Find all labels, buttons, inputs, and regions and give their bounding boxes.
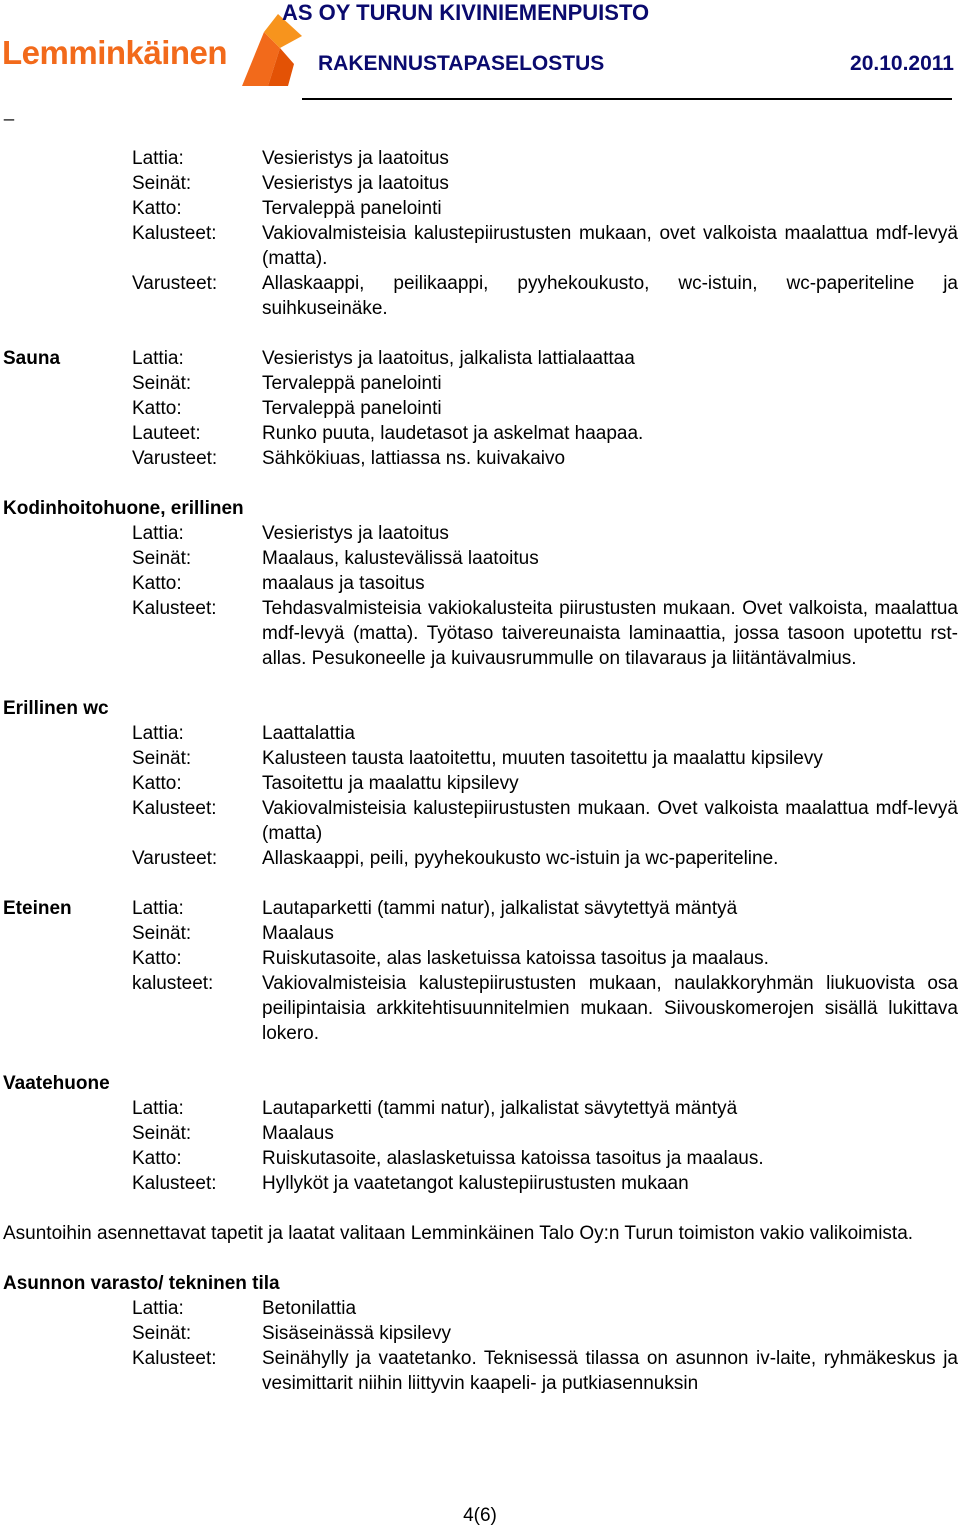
spec-label: Katto: <box>132 773 182 794</box>
section-sauna <box>0 346 960 471</box>
header-divider <box>302 98 952 100</box>
spacer <box>0 871 960 896</box>
spec-value: Tasoitettu ja maalattu kipsilevy <box>262 773 519 794</box>
spec-label: Lattia: <box>132 523 184 544</box>
spec-value: Kalusteen tausta laatoitettu, muuten tasoitettu ja maalattu kipsilevy <box>262 748 823 769</box>
wallpaper-tile-note: Asuntoihin asennettavat tapetit ja laatat valitaan Lemminkäinen Talo Oy:n Turun toimiston vakio valikoimista. <box>3 1223 914 1244</box>
page-header <box>0 0 960 121</box>
spec-label: kalusteet: <box>132 973 214 994</box>
spec-value: Ruiskutasoite, alaslasketuissa katoissa tasoitus ja maalaus. <box>262 1148 764 1169</box>
spec-label: Kalusteet: <box>132 598 217 619</box>
section-bathroom <box>0 146 960 321</box>
spec-row <box>0 271 960 321</box>
spec-value: Ruiskutasoite, alas lasketuissa katoissa tasoitus ja maalaus. <box>262 948 769 969</box>
spec-row <box>0 371 960 396</box>
section-utility-room <box>0 496 960 671</box>
spacer <box>0 1246 960 1271</box>
section-storage <box>0 1271 960 1396</box>
section-title: Eteinen <box>3 898 72 919</box>
spec-value: Maalaus, kalustevälissä laatoitus <box>262 548 539 569</box>
section-walk-in-closet <box>0 1071 960 1196</box>
spacer <box>0 671 960 696</box>
spacer <box>0 1196 960 1221</box>
spec-value: Allaskaappi, peili, pyyhekoukusto wc-istuin ja wc-paperiteline. <box>262 848 779 869</box>
spec-value: Sähkökiuas, lattiassa ns. kuivakaivo <box>262 448 566 469</box>
spec-value: Runko puuta, laudetasot ja askelmat haapaa. <box>262 423 644 444</box>
spec-row <box>0 221 960 271</box>
spec-row <box>0 1096 960 1121</box>
spec-row <box>0 171 960 196</box>
spec-row <box>0 896 960 921</box>
section-title: Kodinhoitohuone, erillinen <box>3 498 244 519</box>
spec-value: Tervaleppä panelointi <box>262 198 442 219</box>
spec-row <box>0 1121 960 1146</box>
document-title: RAKENNUSTAPASELOSTUS <box>318 52 605 75</box>
spec-label: Seinät: <box>132 548 192 569</box>
spec-row <box>0 146 960 171</box>
spec-label: Lattia: <box>132 898 184 919</box>
spec-value: Maalaus <box>262 923 334 944</box>
spec-label: Lattia: <box>132 348 184 369</box>
spec-label: Seinät: <box>132 1123 192 1144</box>
spec-label: Varusteet: <box>132 848 218 869</box>
spec-label: Varusteet: <box>132 273 218 294</box>
spec-value: Allaskaappi, peilikaappi, pyyhekoukusto, wc-istuin, wc-paperiteline ja suihkuseinäke. <box>262 273 958 319</box>
spec-value: Vesieristys ja laatoitus <box>262 523 449 544</box>
project-title: AS OY TURUN KIVINIEMENPUISTO <box>282 0 650 25</box>
spec-value: Seinähylly ja vaatetanko. Teknisessä tilassa on asunnon iv-laite, ryhmäkeskus ja vesimittarit niihin liittyvin kaapeli- ja putkiasennuksin <box>262 1348 958 1394</box>
document-body <box>0 146 960 1396</box>
spec-label: Katto: <box>132 198 182 219</box>
spec-row <box>0 1321 960 1346</box>
spec-label: Kalusteet: <box>132 223 217 244</box>
spec-label: Lattia: <box>132 1098 184 1119</box>
section-title: Asunnon varasto/ tekninen tila <box>3 1273 280 1294</box>
spec-row <box>0 946 960 971</box>
spec-value: Betonilattia <box>262 1298 357 1319</box>
spec-value: Lautaparketti (tammi natur), jalkalistat sävytettyä mäntyä <box>262 1098 738 1119</box>
spec-value: Vakiovalmisteisia kalustepiirustusten mukaan. Ovet valkoista maalattua mdf-levyä (matta) <box>262 798 958 844</box>
spec-label: Katto: <box>132 1148 182 1169</box>
spec-row <box>0 346 960 371</box>
spec-value: Tervaleppä panelointi <box>262 398 442 419</box>
spec-label: Seinät: <box>132 173 192 194</box>
spec-row <box>0 746 960 771</box>
spacer <box>0 471 960 496</box>
spec-label: Varusteet: <box>132 448 218 469</box>
spec-value: Vakiovalmisteisia kalustepiirustusten mukaan, naulakkoryhmän liukuovista osa peilipintaisia arkkitehtisuunnitelmien mukaan. Siivouskomerojen sisällä lukittava lokero. <box>262 973 958 1044</box>
spec-row <box>0 1171 960 1196</box>
section-title: Sauna <box>3 348 61 369</box>
spec-label: Lattia: <box>132 148 184 169</box>
spec-label: Katto: <box>132 948 182 969</box>
spec-row <box>0 971 960 1046</box>
spec-value: Tervaleppä panelointi <box>262 373 442 394</box>
spec-label: Seinät: <box>132 373 192 394</box>
spec-value: Laattalattia <box>262 723 355 744</box>
spec-label: Seinät: <box>132 748 192 769</box>
spec-label: Lattia: <box>132 1298 184 1319</box>
logo-text: Lemminkäinen <box>2 34 228 71</box>
spec-label: Kalusteet: <box>132 1348 217 1369</box>
section-hallway <box>0 896 960 1046</box>
spec-row <box>0 1146 960 1171</box>
company-logo <box>2 14 302 86</box>
spec-label: Katto: <box>132 398 182 419</box>
spec-row <box>0 421 960 446</box>
spec-label: Seinät: <box>132 923 192 944</box>
spec-row <box>0 846 960 871</box>
spec-label: Kalusteet: <box>132 1173 217 1194</box>
spec-label: Katto: <box>132 573 182 594</box>
header-stub: _ <box>4 101 15 121</box>
spec-row <box>0 771 960 796</box>
spacer <box>0 1046 960 1071</box>
spec-row <box>0 1346 960 1396</box>
spec-row <box>0 921 960 946</box>
spec-label: Kalusteet: <box>132 798 217 819</box>
spec-label: Lattia: <box>132 723 184 744</box>
spec-value: Tehdasvalmisteisia vakiokalusteita piirustusten mukaan. Ovet valkoista, maalattua mdf-levyä (matta). Työtaso taivereunaista laminaattia, jossa tasoon upotettu rst-allas. Pesukoneelle ja kuivausrummulle on tilavaraus ja liitäntävalmius. <box>262 598 958 669</box>
spec-row <box>0 546 960 571</box>
spec-value: Vesieristys ja laatoitus <box>262 173 449 194</box>
spec-value: Vakiovalmisteisia kalustepiirustusten mukaan, ovet valkoista maalattua mdf-levyä (matta). <box>262 223 958 269</box>
spec-value: Hyllyköt ja vaatetangot kalustepiirustusten mukaan <box>262 1173 689 1194</box>
section-separate-wc <box>0 696 960 871</box>
spec-value: Vesieristys ja laatoitus, jalkalista lattialaattaa <box>262 348 635 369</box>
spec-row <box>0 571 960 596</box>
spec-value: Sisäseinässä kipsilevy <box>262 1323 452 1344</box>
spec-label: Seinät: <box>132 1323 192 1344</box>
spec-row <box>0 596 960 671</box>
spec-label: Lauteet: <box>132 423 201 444</box>
spec-value: Vesieristys ja laatoitus <box>262 148 449 169</box>
spec-row <box>0 521 960 546</box>
spec-row <box>0 796 960 846</box>
document-date: 20.10.2011 <box>850 52 954 75</box>
spec-row <box>0 446 960 471</box>
spec-row <box>0 721 960 746</box>
spacer <box>0 321 960 346</box>
spec-value: Lautaparketti (tammi natur), jalkalistat sävytettyä mäntyä <box>262 898 738 919</box>
section-title: Vaatehuone <box>3 1073 110 1094</box>
spec-value: maalaus ja tasoitus <box>262 573 425 594</box>
spec-row <box>0 196 960 221</box>
section-title: Erillinen wc <box>3 698 109 719</box>
page-number: 4(6) <box>463 1505 497 1526</box>
spec-value: Maalaus <box>262 1123 334 1144</box>
spec-row <box>0 396 960 421</box>
spec-row <box>0 1296 960 1321</box>
